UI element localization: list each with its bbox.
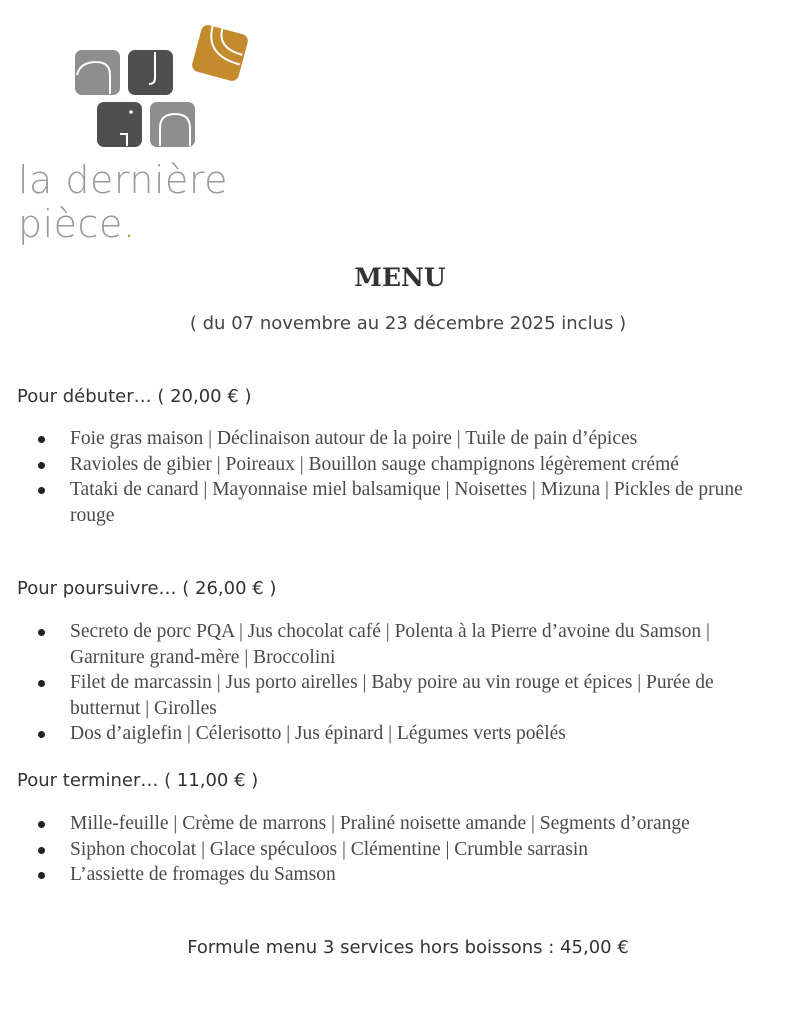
dish-text: Tataki de canard | Mayonnaise miel balsamique | Noisettes | Mizuna | Pickles de prune rouge [70,479,743,526]
section-heading-starters: Pour débuter… ( 20,00 € ) [17,386,252,407]
bullet-icon [38,629,45,636]
bullet-icon [38,872,45,879]
dish-text: Dos d’aiglefin | Célerisotto | Jus épinard | Légumes verts poêlés [70,723,566,744]
list-item [0,721,800,747]
bullet-icon [38,731,45,738]
list-item [0,477,800,528]
dish-text: Siphon chocolat | Glace spéculoos | Clémentine | Crumble sarrasin [70,838,589,860]
dish-text: Foie gras maison | Déclinaison autour de la poire | Tuile de pain d’épices [70,428,638,449]
list-item [0,426,800,452]
section-heading-mains: Pour poursuivre… ( 26,00 € ) [17,578,277,599]
menu-formula-price: Formule menu 3 services hors boissons : 45,00 € [187,937,629,958]
list-item [0,862,800,888]
bullet-icon [38,436,45,443]
menu-period: ( du 07 novembre au 23 décembre 2025 inclus ) [189,313,627,334]
mains-list [0,619,800,747]
list-item [0,619,800,670]
dish-text: Secreto de porc PQA | Jus chocolat café | Polenta à la Pierre d’avoine du Samson | Garniture grand-mère | Broccolini [70,621,710,668]
list-item [0,452,800,478]
brand-dot: . [122,202,136,246]
brand-name [18,158,320,246]
section-heading-desserts: Pour terminer… ( 11,00 € ) [17,770,259,791]
list-item [0,837,800,863]
bullet-icon [38,680,45,687]
list-item [0,670,800,721]
bullet-icon [38,821,45,828]
bullet-icon [38,487,45,494]
dish-text: Mille-feuille | Crème de marrons | Praliné noisette amande | Segments d’orange [70,813,690,834]
restaurant-logo [0,0,320,246]
bullet-icon [38,462,45,469]
desserts-list [0,811,800,888]
dish-text: L’assiette de fromages du Samson [70,864,336,885]
bullet-icon [38,847,45,854]
brand-name-text: la dernière pièce [18,158,229,246]
starters-list [0,426,800,528]
dish-text: Ravioles de gibier | Poireaux | Bouillon sauge champignons légèrement crémé [70,453,679,475]
list-item [0,811,800,837]
logo-tiles-icon [0,0,320,160]
dish-text: Filet de marcassin | Jus porto airelles | Baby poire au vin rouge et épices | Purée de butternut | Girolles [70,672,714,719]
menu-title: MENU [354,263,446,292]
